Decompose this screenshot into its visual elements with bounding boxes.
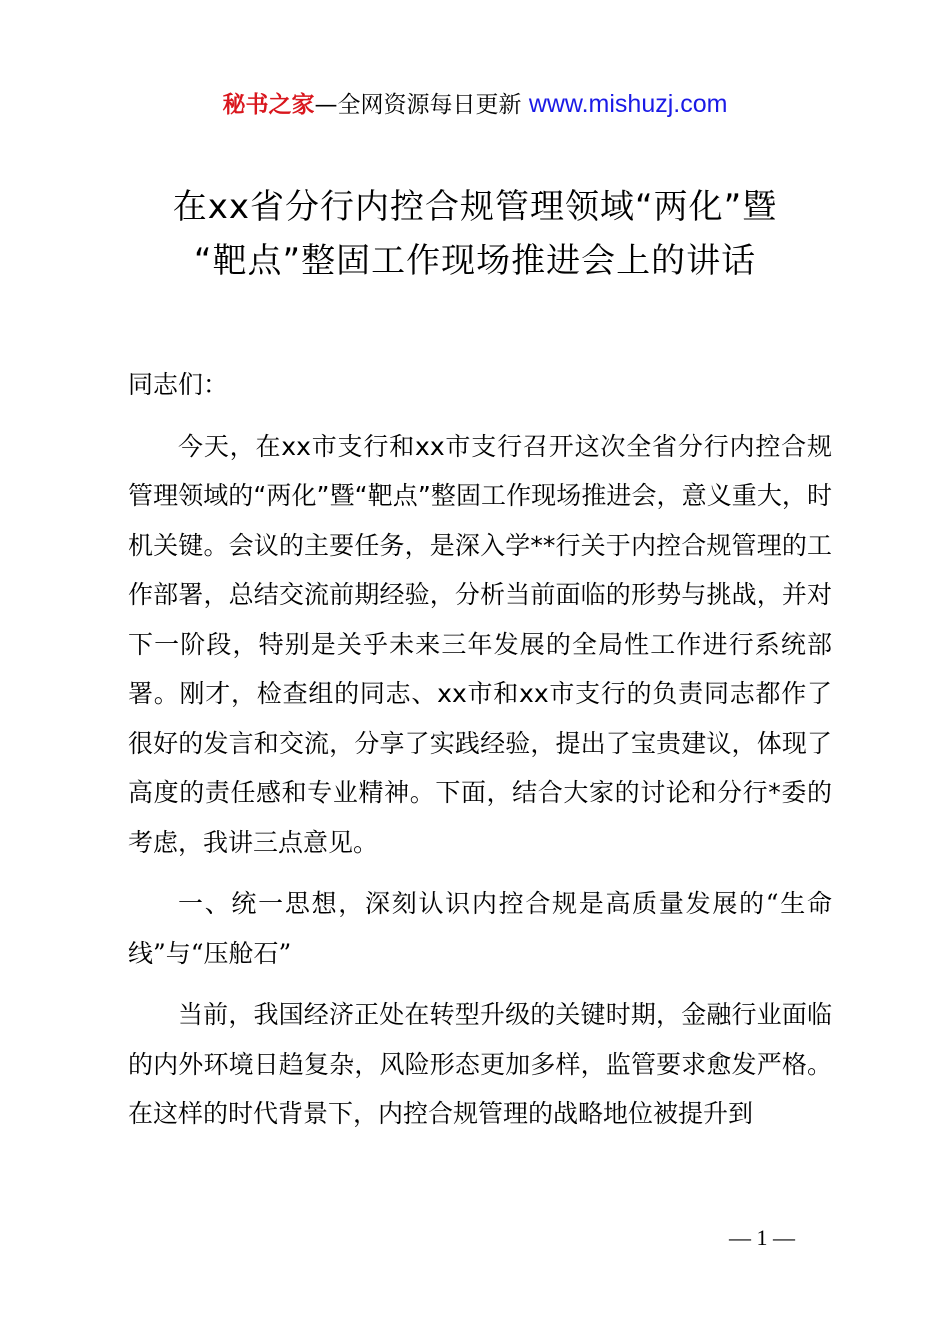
salutation: 同志们： <box>128 370 229 399</box>
title-line-2: “靶点”整固工作现场推进会上的讲话 <box>193 241 757 281</box>
document-body <box>128 360 832 1151</box>
header-slogan: —全网资源每日更新 <box>314 92 529 118</box>
site-url-link[interactable]: www.mishuzj.com <box>528 90 728 118</box>
paragraph-section-1: 当前，我国经济正处在转型升级的关键时期，金融行业面临的内外环境日趋复杂，风险形态更加多样，监管要求愈发严格。在这样的时代背景下，内控合规管理的战略地位被提升到 <box>128 1000 832 1128</box>
brand-name: 秘书之家 <box>222 92 315 118</box>
paragraph-intro: 今天，在xx市支行和xx市支行召开这次全省分行内控合规管理领域的“两化”暨“靶点”整固工作现场推进会，意义重大，时机关键。会议的主要任务，是深入学**行关于内控合规管理的工作部署，总结交流前期经验，分析当前面临的形势与挑战，并对下一阶段，特别是关乎未来三年发展的全局性工作进行系统部署。刚才，检查组的同志、xx市和xx市支行的负责同志都作了很好的发言和交流，分享了实践经验，提出了宝贵建议，体现了高度的责任感和专业精神。下面，结合大家的讨论和分行*委的考虑，我讲三点意见。 <box>128 431 832 857</box>
page-number: — 1 — <box>729 1225 795 1250</box>
document-title <box>90 180 860 288</box>
title-line-1: 在xx省分行内控合规管理领域“两化”暨 <box>172 187 778 227</box>
section-heading-1: 一、统一思想，深刻认识内控合规是高质量发展的“生命线”与“压舱石” <box>128 889 832 968</box>
site-header <box>0 88 950 121</box>
